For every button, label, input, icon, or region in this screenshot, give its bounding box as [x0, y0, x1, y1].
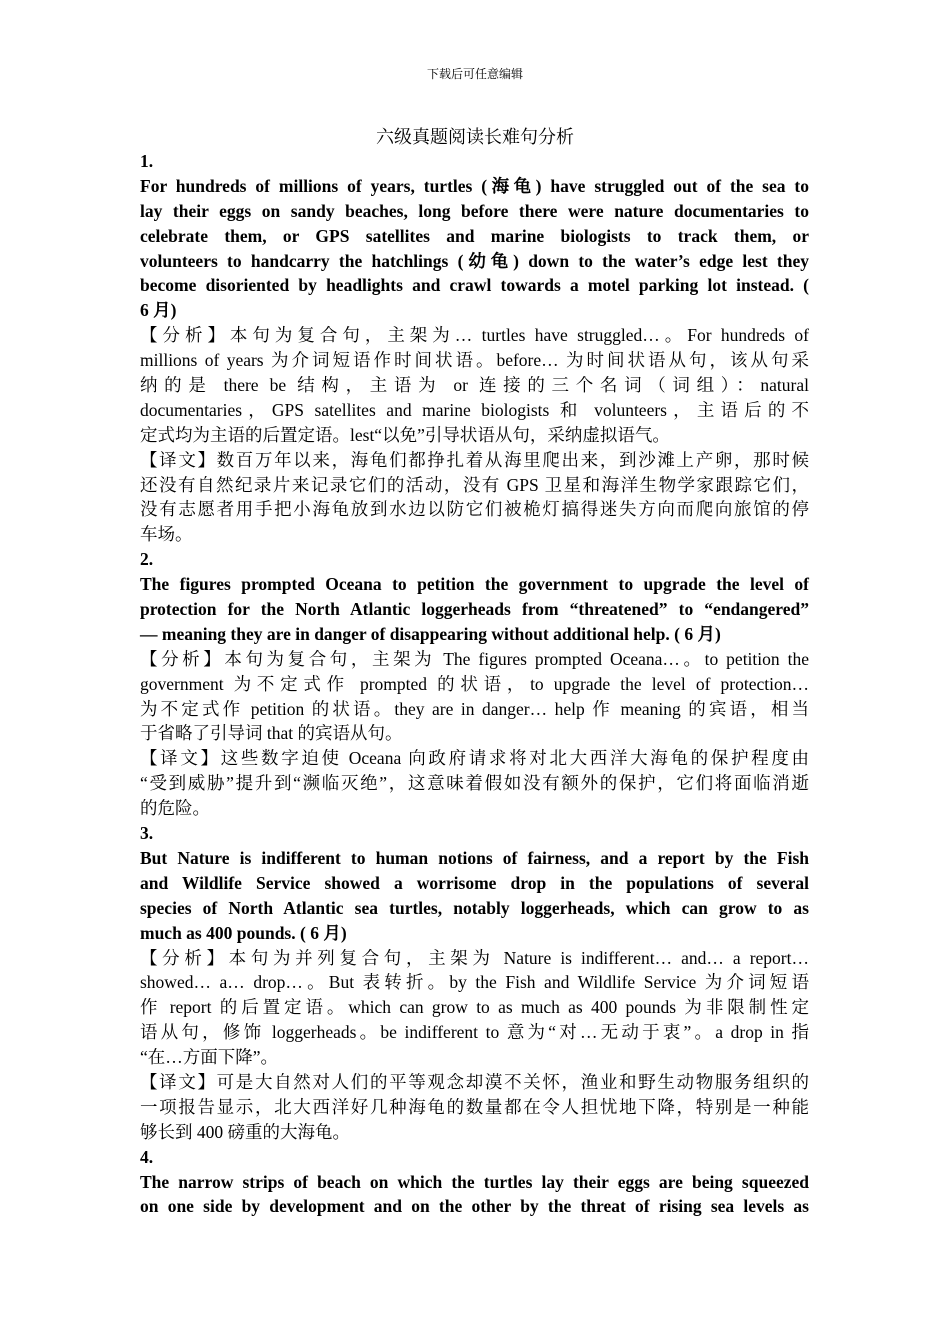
translation-line: 一项报告显示，北大西洋好几种海龟的数量都在令人担忧地下降，特别是一种能: [140, 1096, 809, 1117]
translation-line: 没有志愿者用手把小海龟放到水边以防它们被桅灯搞得迷失方向而爬向旅馆的停: [140, 499, 809, 520]
analysis-line: 定式均为主语的后置定语。lest“以免”引导状语从句，采纳虚拟语气。: [140, 424, 670, 445]
analysis-line: 【分析】本句为并列复合句，主架为 Nature is indifferent… and… a report…: [140, 947, 809, 968]
english-sentence-line: on one side by development and on the other by the threat of rising sea levels as: [140, 1196, 809, 1217]
document-title: 六级真题阅读长难句分析: [376, 127, 574, 147]
analysis-line: showed… a… drop…。But 表转折。by the Fish and Wildlife Service 为介词短语: [140, 972, 809, 993]
english-sentence-line: For hundreds of millions of years, turtles (海龟) have struggled out of the sea to: [140, 175, 809, 196]
analysis-line: millions of years 为介词短语作时间状语。before… 为时间状语从句，该从句采: [140, 350, 809, 371]
analysis-line: 纳的是 there be 结构，主语为 or 连接的三个名词（词组）：natural: [140, 375, 809, 396]
english-sentence-line: But Nature is indifferent to human notions of fairness, and a report by the Fish: [140, 847, 809, 868]
analysis-line: 【分析】本句为复合句，主架为… turtles have struggled…。For hundreds of: [140, 325, 809, 346]
analysis-line: 为不定式作 petition 的状语。they are in danger… help 作 meaning 的宾语，相当: [140, 698, 809, 719]
section-2: [140, 547, 809, 821]
translation-line: 【译文】数百万年以来，海龟们都挣扎着从海里爬出来，到沙滩上产卵，那时候: [140, 449, 809, 470]
document-body: [140, 149, 809, 1219]
translation-line: 【译文】这些数字迫使 Oceana 向政府请求将对北大西洋大海龟的保护程度由: [140, 748, 809, 769]
english-sentence-line: 6 月): [140, 300, 177, 321]
section-number: 1.: [140, 151, 154, 171]
translation-line: 的危险。: [140, 798, 210, 819]
english-sentence-line: volunteers to handcarry the hatchlings (幼龟) down to the water’s edge lest they: [140, 250, 809, 271]
translation-line: 还没有自然纪录片来记录它们的活动，没有 GPS 卫星和海洋生物学家跟踪它们，: [140, 474, 809, 495]
section-number: 4.: [140, 1146, 154, 1167]
english-sentence-line: — meaning they are in danger of disappearing without additional help. ( 6 月): [140, 623, 721, 644]
english-sentence-line: much as 400 pounds. ( 6 月): [140, 922, 347, 943]
header-note: 下载后可任意编辑: [426, 67, 523, 81]
english-sentence-line: become disoriented by headlights and crawl towards a motel parking lot instead. (: [140, 275, 809, 296]
english-sentence-line: and Wildlife Service showed a worrisome drop in the populations of several: [140, 872, 809, 893]
english-sentence-line: protection for the North Atlantic loggerheads from “threatened” to “endangered”: [140, 599, 809, 620]
analysis-line: 作 report 的后置定语。which can grow to as much as 400 pounds 为非限制性定: [140, 997, 809, 1018]
english-sentence-line: species of North Atlantic sea turtles, notably loggerheads, which can grow to as: [140, 897, 809, 918]
section-1: [140, 149, 809, 547]
analysis-line: 语从句，修饰 loggerheads。be indifferent to 意为“对…无动于衷”。a drop in 指: [140, 1022, 809, 1043]
english-sentence-line: The narrow strips of beach on which the turtles lay their eggs are being squeezed: [140, 1171, 809, 1192]
analysis-line: “在…方面下降”。: [140, 1047, 279, 1068]
english-sentence-line: celebrate them, or GPS satellites and marine biologists to track them, or: [140, 225, 809, 246]
analysis-line: documentaries，GPS satellites and marine biologists 和 volunteers，主语后的不: [140, 399, 809, 420]
analysis-line: 于省略了引导词 that 的宾语从句。: [140, 723, 403, 744]
translation-line: “受到威胁”提升到“濒临灭绝”，这意味着假如没有额外的保护，它们将面临消逝: [140, 773, 809, 794]
section-4: [140, 1145, 809, 1220]
section-3: [140, 821, 809, 1145]
section-number: 3.: [140, 823, 154, 844]
english-sentence-line: lay their eggs on sandy beaches, long before there were nature documentaries to: [140, 200, 809, 221]
translation-line: 够长到 400 磅重的大海龟。: [140, 1121, 350, 1142]
translation-line: 车场。: [140, 524, 193, 545]
analysis-line: government 为不定式作 prompted 的状语，to upgrade the level of protection…: [140, 673, 809, 694]
analysis-line: 【分析】本句为复合句，主架为 The figures prompted Oceana…。to petition the: [140, 648, 809, 669]
english-sentence-line: The figures prompted Oceana to petition the government to upgrade the level of: [140, 574, 809, 595]
translation-line: 【译文】可是大自然对人们的平等观念却漠不关怀，渔业和野生动物服务组织的: [140, 1071, 809, 1092]
section-number: 2.: [140, 549, 154, 570]
